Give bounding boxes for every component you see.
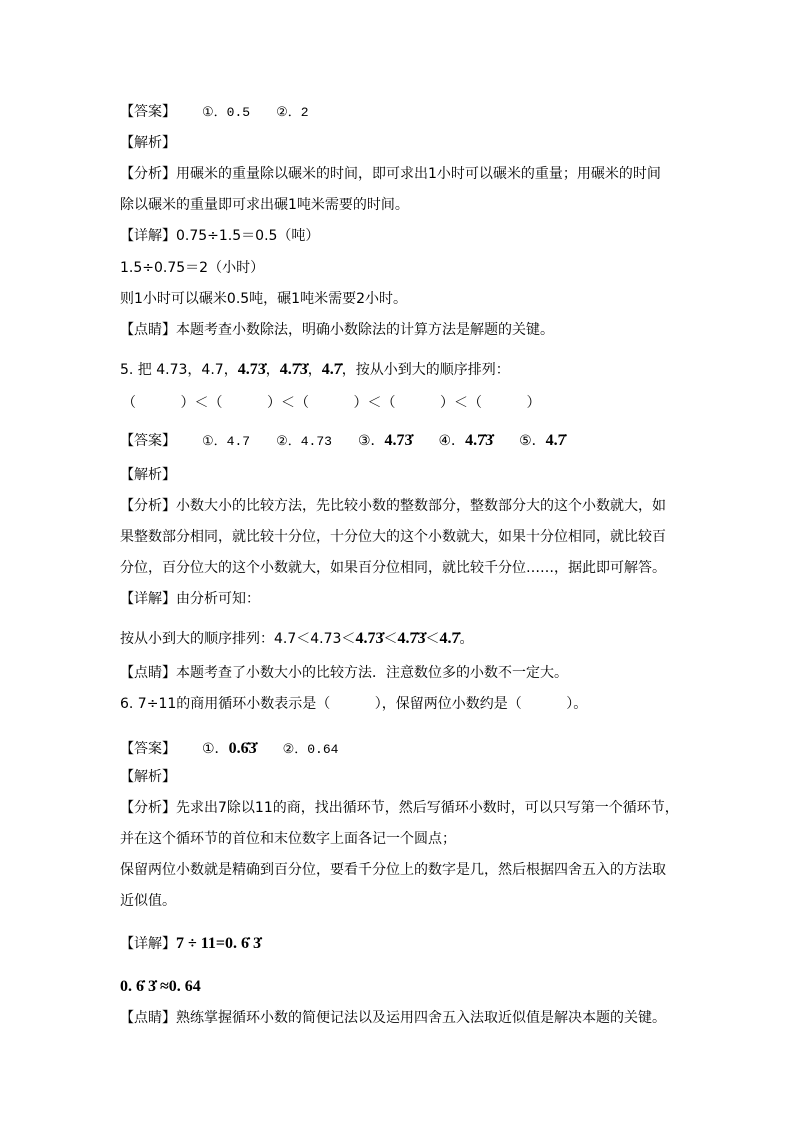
q5-fenxi-line3: 分位，百分位大的这个小数就大，如果百分位相同，就比较千分位……，据此即可解答。 <box>120 560 666 576</box>
fenxi-text: 先求出7除以11的商，找出循环节，然后写循环小数时，可以只写第一个循环节， <box>176 800 679 816</box>
answer-2: ②．0.64 <box>282 742 339 757</box>
answer-1: ①．4.7 <box>202 434 251 449</box>
recurring-decimal-a: 4.73̇ <box>237 361 266 378</box>
q6-fenxi-line4: 近似值。 <box>120 893 176 909</box>
q5-order <box>120 629 473 649</box>
order-c: 4.7̇ <box>439 630 460 647</box>
answer-2: ②．4.73 <box>276 434 332 449</box>
recurring-decimal-c: 4.7̇ <box>321 361 342 378</box>
separator: ， <box>265 362 280 378</box>
q4-dianjing <box>120 320 554 340</box>
answer-1: ①． <box>202 741 229 757</box>
q5-blanks: （ ）＜（ ）＜（ ）＜（ ）＜（ ） <box>122 395 541 411</box>
q5-analysis-label: 【解析】 <box>120 467 176 483</box>
xiangjie-text: 0.75÷1.5＝0.5（吨） <box>176 228 320 244</box>
q4-fenxi <box>120 164 661 184</box>
q4-xiangjie-line3: 则1小时可以碾米0.5吨，碾1吨米需要2小时。 <box>120 291 407 307</box>
xiangjie-label: 【详解】 <box>120 591 176 607</box>
order-a: 4.73̇ <box>355 630 384 647</box>
separator: ， <box>307 362 322 378</box>
q5-xiangjie <box>120 589 260 609</box>
dianjing-text: 熟练掌握循环小数的简便记法以及运用四舍五入法取近似值是解决本题的关键。 <box>176 1010 666 1026</box>
order-prefix: 按从小到大的顺序排列：4.7＜4.73＜ <box>120 631 356 647</box>
answer-2: ②．2 <box>276 105 309 120</box>
answer-1: ①．0.5 <box>202 105 251 120</box>
answer-label: 【答案】 <box>120 104 176 120</box>
fenxi-label: 【分析】 <box>120 800 176 816</box>
question-prefix: 5. 把 4.73，4.7， <box>120 362 238 378</box>
q4-xiangjie <box>120 226 319 246</box>
q6-question: 6. 7÷11的商用循环小数表示是（ ），保留两位小数约是（ ）。 <box>120 696 588 712</box>
recurring-decimal-b: 4.7̇3̇ <box>279 361 308 378</box>
period: 。 <box>459 631 474 647</box>
answer-4-value: 4.7̇3̇ <box>465 432 494 449</box>
fenxi-label: 【分析】 <box>120 166 176 182</box>
answer-5-value: 4.7̇ <box>545 432 566 449</box>
order-b: 4.7̇3̇ <box>397 630 426 647</box>
answer-3-value: 4.73̇ <box>384 432 413 449</box>
q5-fenxi <box>120 496 666 516</box>
q4-analysis-label: 【解析】 <box>120 135 176 151</box>
answer-4: ④． <box>438 433 466 449</box>
answer-5: ⑤． <box>519 433 546 449</box>
q4-fenxi-line2: 除以碾米的重量即可求出碾1吨米需要的时间。 <box>120 197 409 213</box>
less-than: ＜ <box>383 631 398 647</box>
answer-1-value: 0.6̇3̇ <box>228 740 257 757</box>
less-than: ＜ <box>425 631 440 647</box>
q6-analysis-label: 【解析】 <box>120 769 176 785</box>
q5-fenxi-line2: 果整数部分相同，就比较十分位，十分位大的这个小数就大，如果十分位相同，就比较百 <box>120 529 666 545</box>
xiangjie-equation: 7 ÷ 11=0. 6̇ 3̇ <box>176 935 262 952</box>
q6-dianjing <box>120 1008 666 1028</box>
fenxi-label: 【分析】 <box>120 498 176 514</box>
q5-question <box>120 360 510 380</box>
dianjing-text: 本题考查小数除法，明确小数除法的计算方法是解题的关键。 <box>176 322 554 338</box>
question-suffix: ，按从小到大的顺序排列： <box>341 362 510 378</box>
q5-dianjing <box>120 663 568 683</box>
xiangjie-label: 【详解】 <box>120 228 176 244</box>
dianjing-label: 【点睛】 <box>120 665 176 681</box>
q6-fenxi-line3: 保留两位小数就是精确到百分位，要看千分位上的数字是几，然后根据四舍五入的方法取 <box>120 862 666 878</box>
q6-fenxi-line2: 并在这个循环节的首位和末位数字上面各记一个圆点； <box>120 831 456 847</box>
q4-answer <box>120 102 309 123</box>
q6-answer <box>120 739 338 760</box>
q6-xiangjie-eq2 <box>120 977 201 997</box>
answer-3: ③． <box>357 433 385 449</box>
dianjing-text: 本题考查了小数大小的比较方法．注意数位多的小数不一定大。 <box>176 665 568 681</box>
xiangjie-label: 【详解】 <box>120 936 176 952</box>
xiangjie-text: 由分析可知： <box>176 591 260 607</box>
q6-fenxi <box>120 798 679 818</box>
answer-label: 【答案】 <box>120 741 176 757</box>
dianjing-label: 【点睛】 <box>120 322 176 338</box>
fenxi-text: 小数大小的比较方法，先比较小数的整数部分，整数部分大的这个小数就大，如 <box>176 498 666 514</box>
q6-xiangjie <box>120 934 261 954</box>
fenxi-text: 用碾米的重量除以碾米的时间，即可求出1小时可以碾米的重量；用碾米的时间 <box>176 166 661 182</box>
q4-xiangjie-line2: 1.5÷0.75＝2（小时） <box>120 260 265 276</box>
dianjing-label: 【点睛】 <box>120 1010 176 1026</box>
answer-label: 【答案】 <box>120 433 176 449</box>
approx-equation: 0. 6̇ 3̇ ≈0. 64 <box>120 978 201 995</box>
q5-answer <box>120 431 566 452</box>
